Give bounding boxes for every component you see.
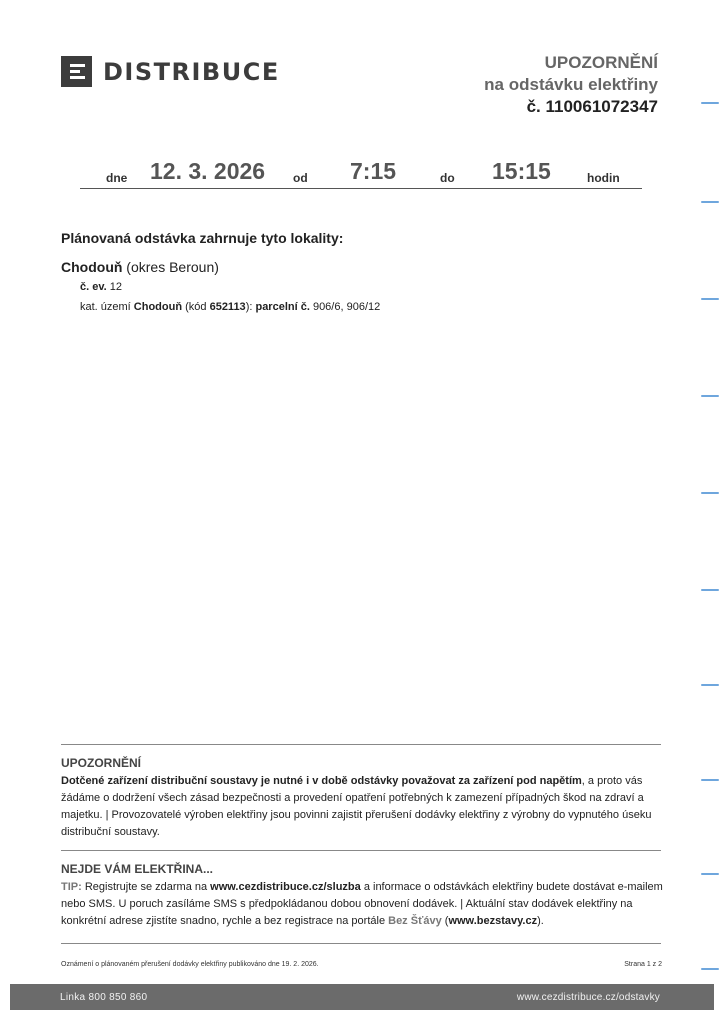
- edge-mark: [701, 968, 719, 970]
- portal-link[interactable]: www.bezstavy.cz: [448, 915, 538, 927]
- ku-code-suffix: ):: [245, 301, 256, 313]
- no-power-title: NEJDE VÁM ELEKTŘINA...: [61, 862, 214, 876]
- registration-link[interactable]: www.cezdistribuce.cz/sluzba: [210, 881, 361, 893]
- edge-mark: [701, 201, 719, 203]
- outage-schedule: [80, 157, 642, 189]
- notice-number: č. 110061072347: [526, 97, 658, 116]
- edge-mark: [701, 492, 719, 494]
- ku-prefix: kat. území: [80, 301, 134, 313]
- location-name: [61, 259, 219, 275]
- tip-text-2: a informace o odstávkách elektřiny budete dostávat e-mailem nebo SMS. U poruch zasíláme SMS s předpokládanou dobou obnovení dodávek. | Aktuální stav dodávek elektřiny na konkrétní adrese zjistíte snadno, rychle a bez registrace na portále: [61, 881, 663, 927]
- date-label: dne: [106, 171, 128, 185]
- end-time: 15:15: [492, 158, 551, 184]
- warning-text: [61, 773, 663, 841]
- hotline: Linka 800 850 860: [60, 992, 148, 1003]
- to-label: do: [440, 171, 455, 185]
- company-logo: [61, 56, 280, 87]
- parcel-label: parcelní č.: [255, 301, 310, 313]
- from-label: od: [293, 171, 308, 185]
- ku-name: Chodouň: [133, 301, 183, 313]
- notice-subtitle: na odstávku elektřiny: [484, 75, 658, 94]
- warning-body-text: , a proto vás žádáme o dodržení všech zásad bezpečnosti a provedení opatření potřebných k zamezení případných škod na zdraví a majetku. | Provozovatelé výroben elektřiny jsou povinni zajistit přerušení dodávky elektřiny z výrobny do vypnutého úseku distribuční soustavy.: [61, 775, 652, 838]
- ev-value: 12: [106, 281, 123, 293]
- cez-logo-icon: [61, 56, 92, 87]
- district-name: (okres Beroun): [122, 259, 219, 275]
- divider: [61, 943, 661, 944]
- outage-date: 12. 3. 2026: [150, 158, 266, 184]
- notice-heading: [484, 52, 658, 118]
- divider: [61, 744, 661, 745]
- divider: [61, 850, 661, 851]
- locations-title: Plánovaná odstávka zahrnuje tyto lokality:: [61, 230, 344, 246]
- village-name: Chodouň: [61, 259, 123, 275]
- warning-title: UPOZORNĚNÍ: [61, 756, 142, 770]
- tip-label: TIP:: [61, 881, 82, 893]
- parcel-numbers: 906/6, 906/12: [309, 301, 381, 313]
- outages-website-link[interactable]: www.cezdistribuce.cz/odstavky: [516, 992, 660, 1003]
- edge-mark: [701, 298, 719, 300]
- ev-label: č. ev.: [80, 281, 107, 293]
- edge-mark: [701, 779, 719, 781]
- edge-mark: [701, 684, 719, 686]
- edge-mark: [701, 395, 719, 397]
- ku-code-prefix: (kód: [182, 301, 210, 313]
- start-time: 7:15: [350, 158, 397, 184]
- edge-mark: [701, 873, 719, 875]
- evidence-number: [80, 281, 122, 293]
- notice-title: UPOZORNĚNÍ: [544, 53, 658, 72]
- tip-text-4: ).: [537, 915, 544, 927]
- edge-mark: [701, 102, 719, 104]
- no-power-text: [61, 879, 663, 930]
- publication-note: Oznámení o plánovaném přerušení dodávky elektřiny publikováno dne 19. 2. 2026.: [61, 961, 319, 968]
- hours-label: hodin: [587, 171, 620, 185]
- edge-mark: [701, 589, 719, 591]
- page-number: Strana 1 z 2: [624, 961, 662, 968]
- tip-text-3: (: [441, 915, 449, 927]
- warning-bold-text: Dotčené zařízení distribuční soustavy je nutné i v době odstávky považovat za zařízení pod napětím: [61, 775, 582, 787]
- brand-name: DISTRIBUCE: [103, 57, 280, 86]
- portal-name: Bez Šťávy: [388, 915, 442, 927]
- cadastral-area: [80, 301, 380, 313]
- ku-code: 652113: [209, 301, 246, 313]
- footer-bar: [10, 984, 714, 1010]
- tip-text-1: Registrujte se zdarma na: [81, 881, 211, 893]
